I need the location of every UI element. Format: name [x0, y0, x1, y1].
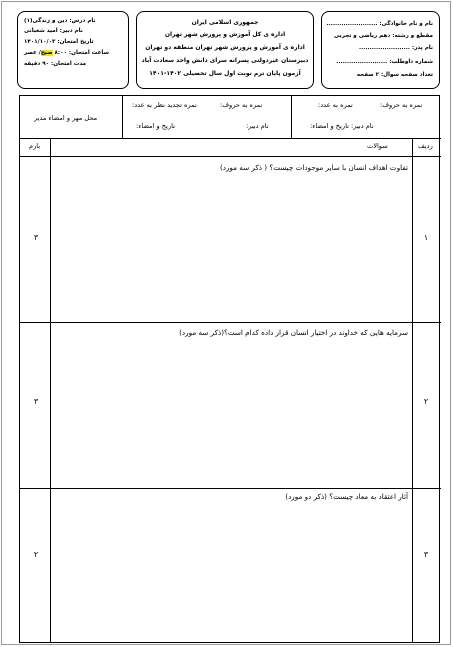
- review-teacher-label: نام دبیر:: [246, 122, 269, 130]
- exam-time-morning: صبح: [40, 50, 53, 56]
- question-number: ۳: [423, 550, 429, 559]
- question-score: ۳: [33, 397, 39, 406]
- exam-time-label: [24, 51, 109, 57]
- grade-label: مقطع و رشته: دهم ریاضی و تجربی: [333, 33, 433, 39]
- score-teacher-signature: نام دبیر: تاریخ و امضاء:: [310, 122, 374, 130]
- exam-time-suffix: / عصر: [24, 50, 41, 56]
- header-line-5: آزمون پایان ترم نوبت اول سال تحصیلی ۱۴۰۲-۱۴۰۱: [149, 70, 301, 77]
- seat-number-field: شماره داوطلب: ........................: [336, 59, 433, 65]
- exam-table: [19, 95, 440, 643]
- review-score-words-label: نمره به حروف:: [220, 101, 263, 109]
- score-words-label: نمره به حروف:: [380, 101, 423, 109]
- student-name-field: نام و نام خانوادگی: ........................: [326, 21, 433, 27]
- question-text: آثار اعتقاد به معاد چیست؟ (ذکر دو مورد): [285, 492, 408, 501]
- review-signature-label: تاریخ و امضاء:: [136, 122, 175, 130]
- school-info-box: [136, 11, 314, 89]
- subject-label: نام درس: دین و زندگی(۱): [24, 18, 96, 24]
- principal-stamp-label: محل مهر و امضاء مدیر: [34, 114, 98, 122]
- review-score-digits-label: نمره تجدید نظر به عدد:: [132, 101, 197, 109]
- question-number: ۲: [423, 397, 429, 406]
- exam-date-label: تاریخ امتحان: ۱۴۰۱/۱۰/۰۳: [24, 39, 94, 45]
- header-line-1: جمهوری اسلامی ایران: [191, 19, 259, 26]
- question-text: سرمایه هایی که خداوند در اختیار انسان قرار داده کدام است؟(ذکر سه مورد): [179, 328, 408, 337]
- header-line-4: دبیرستان غیردولتی پسرانه سرای دانش واحد سعادت آباد: [141, 57, 309, 64]
- score-digits-label: نمره به عدد:: [318, 101, 353, 109]
- duration-label: مدت امتحان: ۹۰ دقیقه: [24, 61, 87, 67]
- teacher-label: نام دبیر: امید شعبانی: [24, 28, 83, 34]
- page-count-label: تعداد صفحه سوال: ۲ صفحه: [356, 72, 433, 78]
- column-header-row: ردیف: [418, 142, 433, 150]
- question-number: ۱: [423, 233, 429, 242]
- column-header-questions: سوالات: [367, 142, 388, 150]
- exam-time-prefix: ساعت امتحان: ۸:۰۰: [54, 50, 110, 56]
- exam-info-box: [17, 11, 129, 89]
- question-score: ۲: [33, 550, 39, 559]
- father-name-field: نام پدر: ........................: [359, 45, 433, 51]
- header-line-3: اداره ی آموزش و پرورش شهر تهران منطقه دو تهران: [145, 44, 305, 51]
- question-text: تفاوت اهداف انسان با سایر موجودات چیست؟ ( ذکر سه مورد): [219, 163, 408, 172]
- question-score: ۳: [33, 233, 39, 242]
- student-info-box: [321, 11, 440, 89]
- column-header-score: بارم: [29, 142, 41, 150]
- header-line-2: اداره ی کل آموزش و پرورش شهر تهران: [164, 31, 286, 38]
